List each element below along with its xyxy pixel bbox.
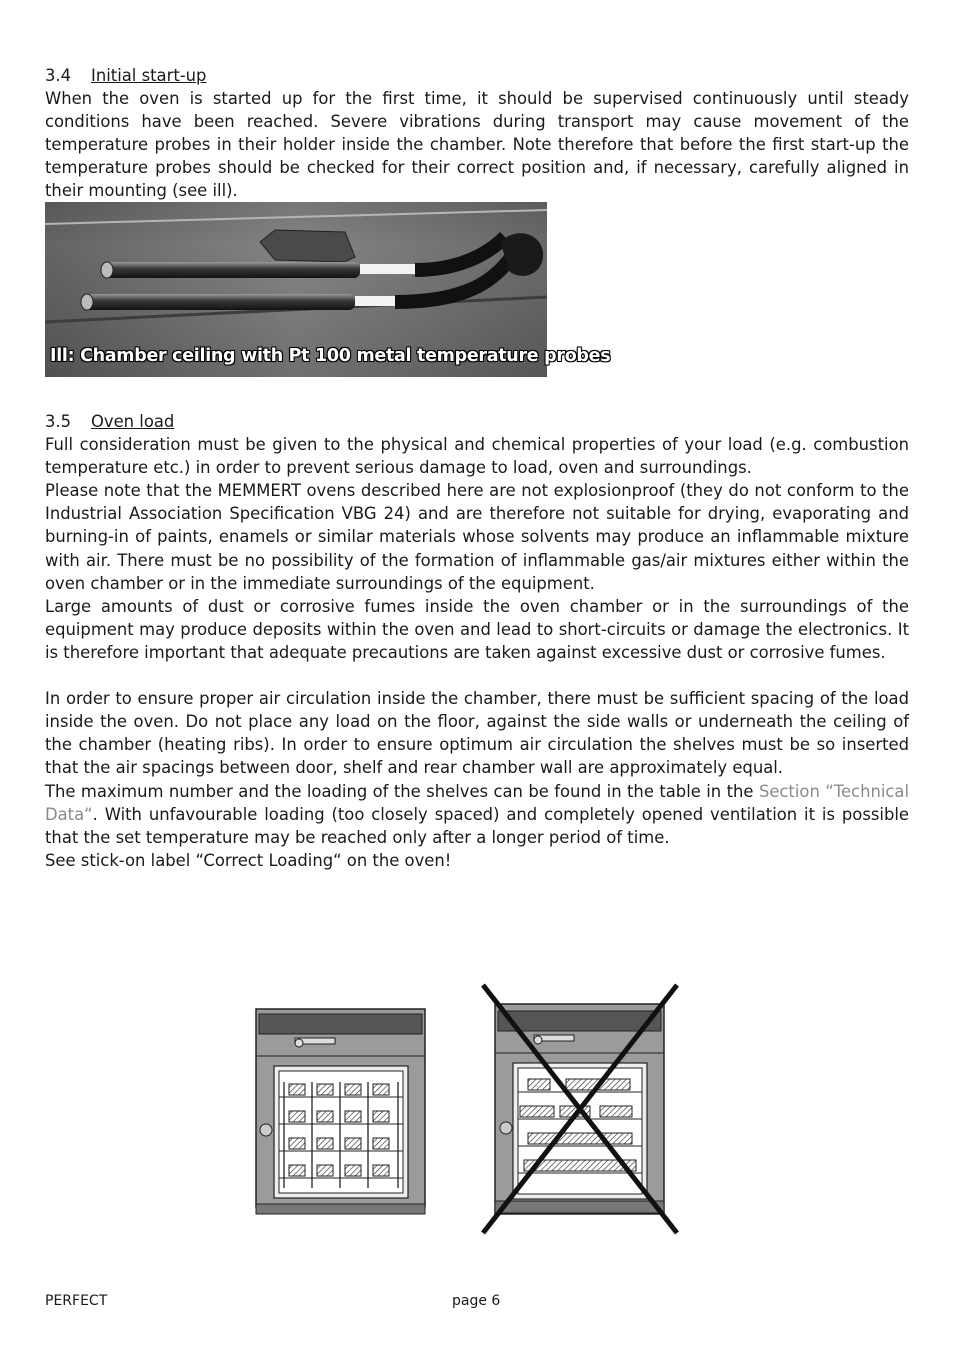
paragraph: See stick-on label “Correct Loading“ on the oven! <box>45 850 452 870</box>
technical-data-link[interactable]: Section “Technical Data“ <box>45 781 910 824</box>
footer-left: PERFECT <box>45 1293 108 1309</box>
section-3-5-heading <box>45 410 909 433</box>
section-title: Initial start-up <box>91 66 207 85</box>
spacer <box>45 664 909 687</box>
section-number: 3.5 <box>45 412 72 431</box>
incorrect-loading-oven-illustration <box>480 982 682 1238</box>
correct-loading-oven-illustration <box>255 1008 427 1218</box>
section-number: 3.4 <box>45 66 72 85</box>
paragraph-text: The maximum number and the loading of the shelves can be found in the table in the <box>45 781 759 801</box>
section-3-4-heading <box>45 64 909 87</box>
section-3-4 <box>45 64 909 203</box>
paragraph: Large amounts of dust or corrosive fumes inside the oven chamber or in the surroundings of the equipment may produce deposits within the oven and lead to short-circuits or damage the electronics. It is therefore important that adequate precautions are taken against excessive dust or corrosive fumes. <box>45 596 909 662</box>
paragraph <box>45 780 909 849</box>
section-title: Oven load <box>91 412 175 431</box>
page-number: page 6 <box>452 1293 501 1309</box>
paragraph: Please note that the MEMMERT ovens described here are not explosionproof (they do not conform to the Industrial Association Specification VBG 24) and are therefore not suitable for drying, evaporating and burning-in of paints, enamels or similar materials whose solvents may produce an inflammable mixture with air. There must be no possibility of the formation of inflammable gas/air mixtures either within the oven chamber or in the immediate surroundings of the equipment. <box>45 481 909 593</box>
paragraph: In order to ensure proper air circulation inside the chamber, there must be sufficient spacing of the load inside the oven. Do not place any load on the floor, against the side walls or underneath the ceiling of the chamber (heating ribs). In order to ensure optimum air circulation the shelves must be so inserted that the air spacings between door, shelf and rear chamber wall are approximately equal. <box>45 689 909 778</box>
photo-caption: Ill: Chamber ceiling with Pt 100 metal temperature probes <box>50 346 611 366</box>
paragraph-text: . With unfavourable loading (too closely spaced) and completely opened ventilation it is possible that the set temperature may be reached only after a longer period of time. <box>45 804 909 847</box>
section-3-5 <box>45 410 909 872</box>
temperature-probes-photo <box>45 202 611 377</box>
paragraph: Full consideration must be given to the physical and chemical properties of your load (e.g. combustion temperature etc.) in order to prevent serious damage to load, oven and surroundings. <box>45 435 909 478</box>
paragraph: When the oven is started up for the first time, it should be supervised continuously until steady conditions have been reached. Severe vibrations during transport may cause movement of the temperature probes in their holder inside the chamber. Note therefore that before the first start-up the temperature probes should be checked for their correct position and, if necessary, carefully aligned in their mounting (see ill). <box>45 89 909 201</box>
